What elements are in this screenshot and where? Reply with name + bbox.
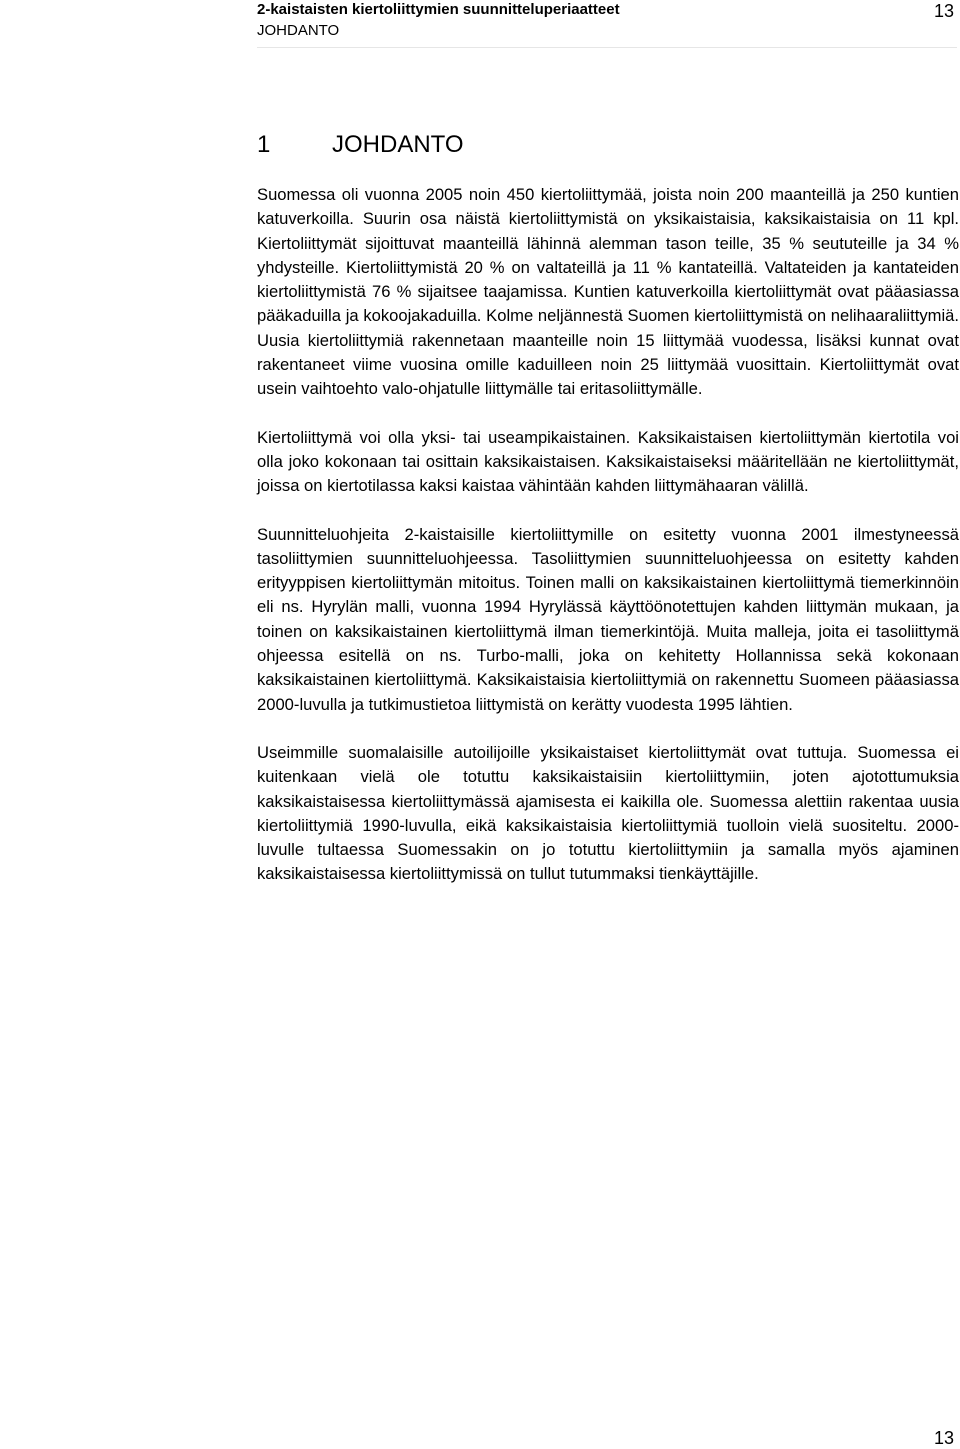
chapter-title: JOHDANTO: [332, 131, 464, 158]
paragraph-1: Suomessa oli vuonna 2005 noin 450 kiertoliittymää, joista noin 200 maanteillä ja 250 kuntien katuverkoilla. Suurin osa näistä kiertoliittymistä on yksikaistaisia, kaksikaistaisia on 11 kpl. Kiertoliittymät sijoittuvat maanteillä lähinnä alemman tason teille, 35 % seututeille ja 34 % yhdysteille. Kiertoliittymistä 20 % on valtateillä ja 11 % kantateillä. Valtateiden ja kantateiden kiertoliittymistä 76 % sijaitsee taajamissa. Kuntien katuverkoilla kiertoliittymät ovat pääasiassa pääkaduilla ja kokoojakaduilla. Kolme neljännestä Suomen kiertoliittymistä on nelihaaraliittymiä. Uusia kiertoliittymiä rakennetaan maanteille noin 15 liittymää vuodessa, lisäksi kunnat ovat rakentaneet viime vuosina omille kaduilleen noin 25 liittymää vuosittain. Kiertoliittymät ovat usein vaihtoehto valo-ohjatulle liittymälle tai eritasoliittymälle.: [257, 185, 959, 399]
body-text: [257, 183, 959, 911]
paragraph-2: Kiertoliittymä voi olla yksi- tai useampikaistainen. Kaksikaistaisen kiertoliittymän kiertotila voi olla joko kokonaan tai osittain kaksikaistaisen. Kaksikaistaiseksi määritellään ne kiertoliittymät, joissa on kiertotilassa kaksi kaistaa vähintään kahden liittymähaaran välillä.: [257, 427, 959, 496]
header-section-name: JOHDANTO: [257, 22, 340, 39]
header-page-number: 13: [933, 1, 954, 21]
footer-page-number: 13: [933, 1428, 954, 1448]
chapter-number: 1: [257, 131, 271, 158]
header-divider: [257, 47, 957, 48]
chapter-heading: [257, 128, 464, 162]
paragraph-3: Suunnitteluohjeita 2-kaistaisille kiertoliittymille on esitetty vuonna 2001 ilmestyneessä tasoliittymien suunnitteluohjeessa. Tasoliittymien suunnitteluohjeessa on esitetty kahden erityyppisen kiertoliittymän mitoitus. Toinen malli on kaksikaistainen kiertoliittymä tiemerkinnöin eli ns. Hyrylän malli, vuonna 1994 Hyrylässä käyttöönotettujen kahden liittymän mukaan, ja toinen on kaksikaistainen kiertoliittymä ilman tiemerkintöjä. Muita malleja, joita ei tasoliittymä ohjeessa esitellä on ns. Turbo-malli, joka on kehitetty Hollannissa sekä kokonaan kaksikaistainen kiertoliittymä. Kaksikaistaisia kiertoliittymiä on rakennettu Suomeen pääasiassa 2000-luvulla ja tutkimustietoa liittymistä on kerätty vuodesta 1995 lähtien.: [257, 524, 959, 714]
paragraph-4: Useimmille suomalaisille autoilijoille yksikaistaiset kiertoliittymät ovat tuttuja. Suomessa ei kuitenkaan vielä ole totuttu kaksikaistaisiin kiertoliittymiin, joten ajotottumuksia kaksikaistaisessa kiertoliittymässä ajamisesta ei kaikilla ole. Suomessa alettiin rakentaa uusia kiertoliittymiä 1990-luvulla, eikä kaksikaistaisia kiertoliittymiä tuolloin vielä suositeltu. 2000-luvulle tultaessa Suomessakin on jo totuttu kiertoliittymiin ja samalla myös ajaminen kaksikaistaisessa kiertoliittymissä on tullut tutummaksi tienkäyttäjille.: [257, 742, 959, 884]
header-document-title: 2-kaistaisten kiertoliittymien suunnitteluperiaatteet: [257, 1, 620, 18]
